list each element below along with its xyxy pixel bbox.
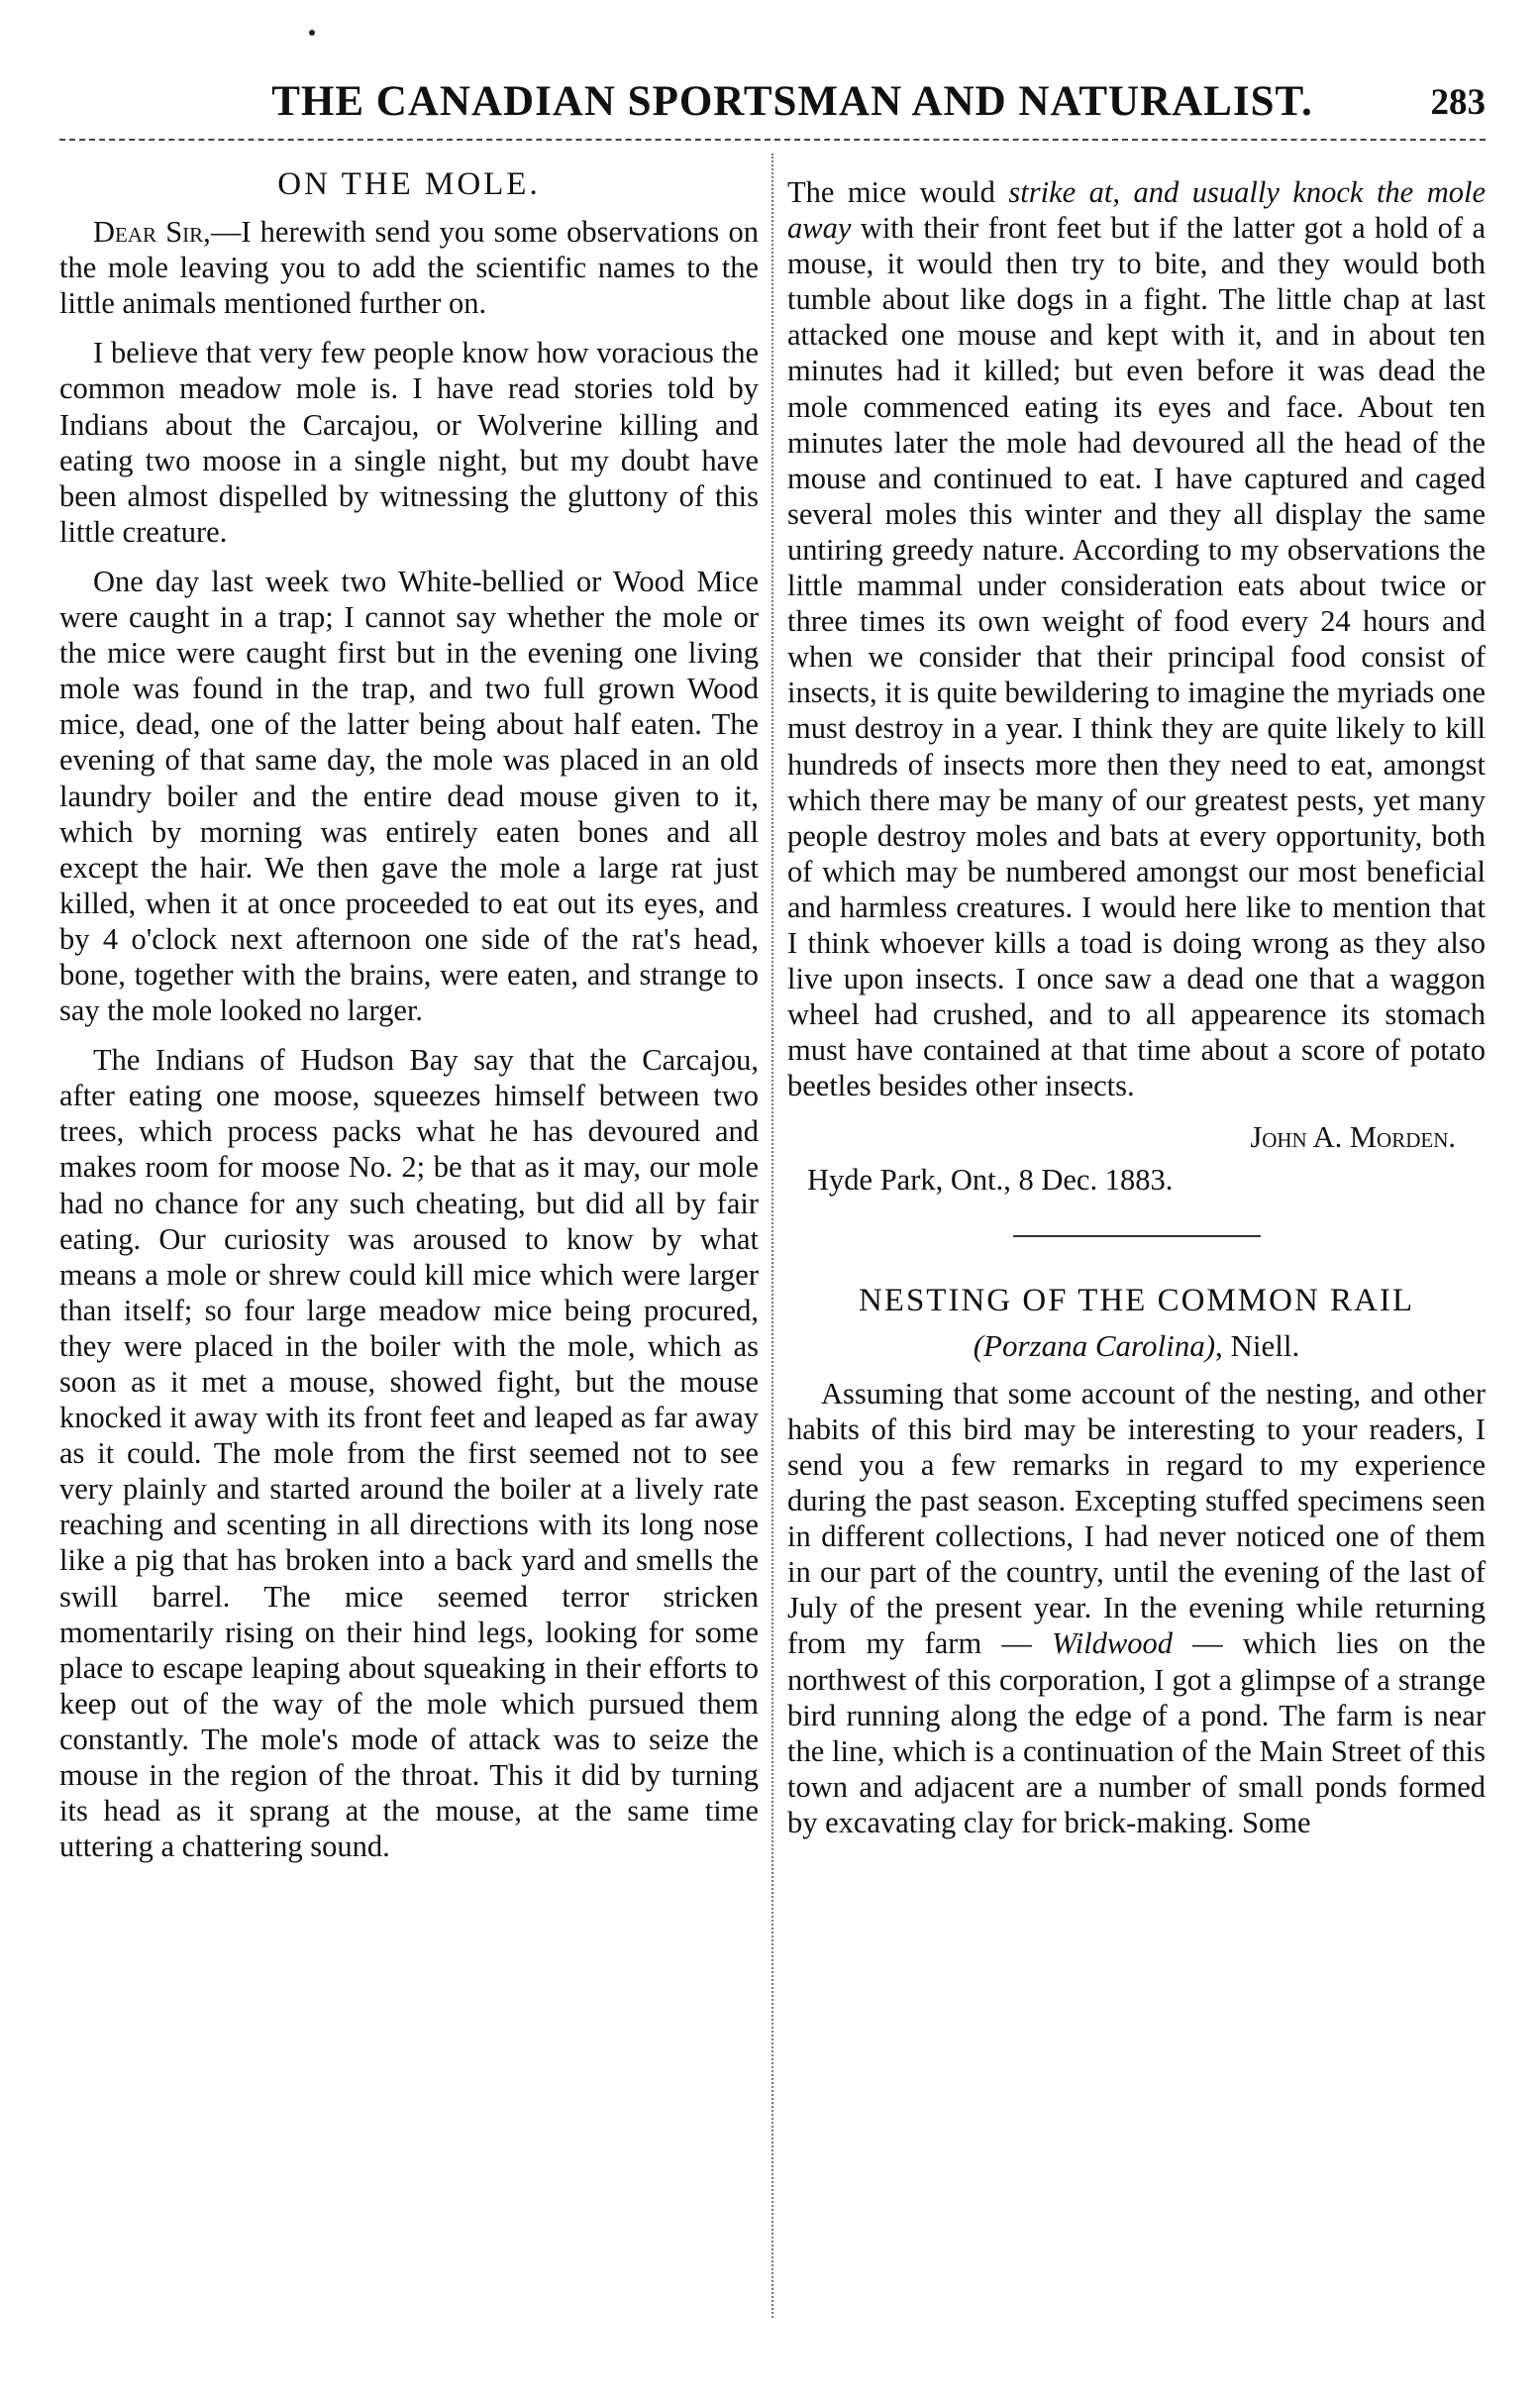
latin-name: (Porzana Carolina): [973, 1327, 1216, 1363]
article-title-mole: ON THE MOLE.: [277, 166, 541, 202]
rail-text-a: Assuming that some account of the nesting, and other habits of this bird may be interesting to your readers, I send you a few remarks in regard to my experience during the past season. Excepting stuffed specimens seen in different collections, I had never noticed one of them in our part of the country, until the evening of the last of July of the present year. In the evening while returning from my farm —: [787, 1376, 1486, 1661]
article-mole-paragraph-1: [59, 214, 759, 321]
header-rule: [59, 139, 1486, 141]
paragraph-1-text: —I herewith send you some observations on the mole leaving you to add the scientific names to the little animals mentioned further on.: [59, 215, 759, 321]
continued-text-b: with their front feet but if the latter got a hold of a mouse, it would then try to bite, and they would both tumble about like dogs in a fight. The little chap at last attacked one mouse and kept with it, and in about ten minutes had it killed; but even before it was dead the mole commenced eating its eyes and face. About ten minutes later the mole had devoured all the head of the mouse and continued to eat. I have captured and caged several moles this winter and they all display the same untiring greedy nature. According to my observations the little mammal under consideration eats about twice or three times its own weight of food every 24 hours and when we consider that their principal food consist of insects, it is quite bewildering to imagine the myriads one must destroy in a year. I think they are quite likely to kill hundreds of insects more then they need to eat, amongst which there may be many of our greatest pests, yet many people destroy moles and bats at every opportunity, both of which may be numbered amongst our most beneficial and harmless creatures. I would here like to mention that I think whoever kills a toad is doing wrong as they also live upon insects. I once saw a dead one that a waggon wheel had crushed, and to all appearence its stomach must have contained at that time about a score of potato beetles besides other insects.: [787, 211, 1486, 1103]
continued-text-a: The mice would: [787, 175, 1009, 209]
article-mole-paragraph-4-continued: [787, 174, 1486, 1103]
author-signature: John A. Morden.: [1250, 1120, 1456, 1155]
page-number: 283: [1430, 82, 1486, 123]
farm-name: Wildwood: [1052, 1626, 1174, 1661]
article-rail-subtitle: [787, 1328, 1486, 1364]
left-column: [59, 166, 759, 1864]
article-rail-paragraph-1: [787, 1376, 1486, 1840]
right-column: [787, 174, 1486, 1840]
subtitle-author: , Niell.: [1215, 1327, 1300, 1363]
running-title: THE CANADIAN SPORTSMAN AND NATURALIST.: [271, 78, 1313, 125]
print-speck: [309, 30, 315, 36]
article-mole-paragraph-4: The Indians of Hudson Bay say that the Carcajou, after eating one moose, squeezes himself between two trees, which process packs what he has devoured and makes room for moose No. 2; be that as it may, our mole had no chance for any such cheating, but did all by fair eating. Our curiosity was aroused to know by what means a mole or shrew could kill mice which were larger than itself; so four large meadow mice being procured, they were placed in the boiler with the mole, which as soon as it met a mouse, showed fight, but the mouse knocked it away with its front feet and leaped as far away as it could. The mole from the first seemed not to see very plainly and started around the boiler at a lively rate reaching and scenting in all directions with its long nose like a pig that has broken into a back yard and smells the swill barrel. The mice seemed terror stricken momentarily rising on their hind legs, looking for some place to escape leaping about squeaking in their efforts to keep out of the way of the mole which pursued them constantly. The mole's mode of attack was to seize the mouse in the region of the throat. This it did by turning its head as it sprang at the mouse, at the same time uttering a chattering sound.: [59, 1043, 759, 1864]
continued-italic-text: strike at, and usually knock the mole away: [787, 175, 1486, 246]
article-mole-paragraph-3: One day last week two White-bellied or Wood Mice were caught in a trap; I cannot say whether the mole or the mice were caught first but in the evening one living mole was found in the trap, and two full grown Wood mice, dead, one of the latter being about half eaten. The evening of that same day, the mole was placed in an old laundry boiler and the entire dead mouse given to it, which by morning was entirely eaten bones and all except the hair. We then gave the mole a large rat just killed, when it at once proceeded to eat out its eyes, and by 4 o'clock next afternoon one side of the rat's head, bone, together with the brains, were eaten, and strange to say the mole looked no larger.: [59, 564, 759, 1028]
dateline: Hyde Park, Ont., 8 Dec. 1883.: [807, 1162, 1174, 1197]
article-separator-rule: [1013, 1235, 1261, 1237]
article-mole-paragraph-2: I believe that very few people know how voracious the common meadow mole is. I have read stories told by Indians about the Carcajou, or Wolverine killing and eating two moose in a single night, but my doubt have been almost dispelled by witnessing the gluttony of this little creature.: [59, 336, 759, 549]
salutation: Dear Sir,: [93, 215, 211, 250]
page-header: [59, 77, 1486, 137]
column-divider: [771, 154, 773, 2318]
article-title-rail: NESTING OF THE COMMON RAIL: [858, 1282, 1415, 1318]
rail-text-b: — which lies on the northwest of this corporation, I got a glimpse of a strange bird running along the edge of a pond. The farm is near the line, which is a continuation of the Main Street of this town and adjacent are a number of small ponds formed by excavating clay for brick-making. Some: [787, 1626, 1486, 1839]
